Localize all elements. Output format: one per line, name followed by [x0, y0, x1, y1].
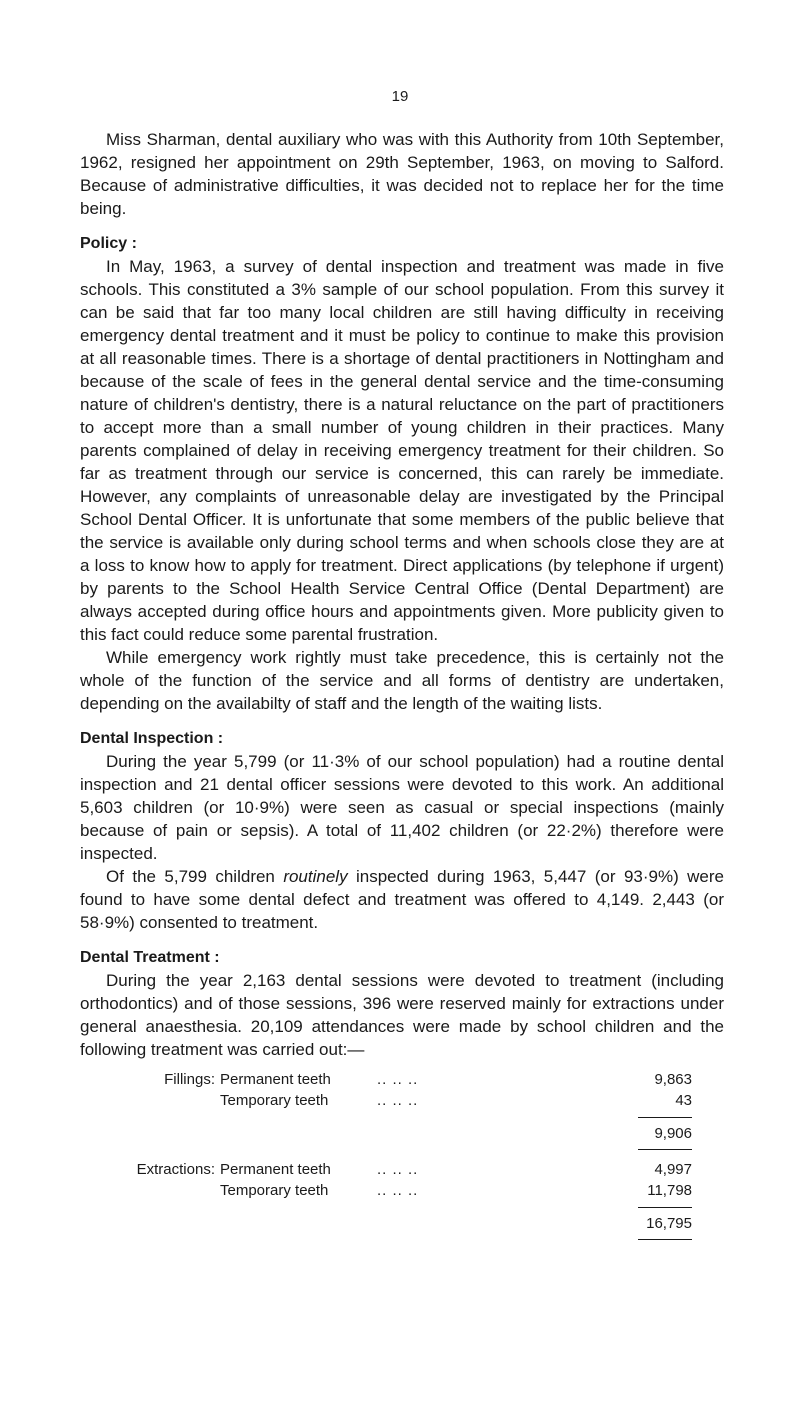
table-row — [80, 1090, 724, 1111]
inspection-text-after: inspected during 1963, 5,447 (or 93·9%) were found to have some dental defect and treatment was offered to 4,149. 2,443 (or 58·9%) consented to treatment. — [80, 867, 725, 932]
fillings-total: 9,906 — [654, 1125, 692, 1142]
dot-leader: .. .. .. — [377, 1161, 419, 1178]
extractions-label: Extractions: — [136, 1161, 215, 1178]
dot-leader: .. .. .. — [377, 1092, 419, 1109]
table-row — [80, 1159, 724, 1180]
extractions-temporary-value: 11,798 — [647, 1182, 692, 1199]
dot-leader: .. .. .. — [377, 1182, 419, 1199]
inspection-paragraph-2 — [80, 865, 724, 934]
fillings-temporary-value: 43 — [675, 1092, 692, 1109]
total-rule — [638, 1149, 692, 1150]
fillings-label: Fillings: — [164, 1071, 215, 1088]
extractions-permanent-label: Permanent teeth — [220, 1161, 331, 1178]
extractions-temporary-label: Temporary teeth — [220, 1182, 329, 1199]
inspection-paragraph-1: During the year 5,799 (or 11·3% of our school population) had a routine dental inspection and 21 dental officer sessions were devoted to this work. An additional 5,603 children (or 10·9%) were seen as casual or special inspections (mainly because of pain or sepsis). A total of 11,402 children (or 22·2%) therefore were inspected. — [80, 752, 724, 863]
fillings-permanent-value: 9,863 — [654, 1071, 692, 1088]
page-number: 19 — [391, 88, 409, 105]
table-row — [80, 1069, 724, 1090]
dot-leader: .. .. .. — [377, 1071, 419, 1088]
inspection-emphasis: routinely — [283, 867, 348, 886]
treatment-table — [80, 1069, 724, 1309]
policy-paragraph-2: While emergency work rightly must take precedence, this is certainly not the whole of the function of the service and all forms of dentistry are undertaken, depending on the availabilty of staff and the length of the waiting lists. — [80, 648, 724, 713]
policy-heading: Policy : — [80, 235, 137, 252]
document-body — [80, 128, 724, 1309]
extractions-permanent-value: 4,997 — [654, 1161, 692, 1178]
table-row — [80, 1123, 724, 1144]
table-row — [80, 1213, 724, 1234]
total-rule — [638, 1239, 692, 1240]
treatment-paragraph-1: During the year 2,163 dental sessions were devoted to treatment (including orthodontics) and of those sessions, 396 were reserved mainly for extractions under general anaesthesia. 20,109 attendances were made by school children and the following treatment was carried out:— — [80, 971, 724, 1059]
subtotal-rule — [638, 1207, 692, 1208]
treatment-heading: Dental Treatment : — [80, 949, 220, 966]
extractions-total: 16,795 — [646, 1215, 692, 1232]
fillings-temporary-label: Temporary teeth — [220, 1092, 329, 1109]
table-row — [80, 1180, 724, 1201]
inspection-heading: Dental Inspection : — [80, 730, 224, 747]
fillings-permanent-label: Permanent teeth — [220, 1071, 331, 1088]
policy-paragraph-1: In May, 1963, a survey of dental inspection and treatment was made in five schools. This constituted a 3% sample of our school population. From this survey it can be said that far too many local children are still having difficulty in receiving emergency dental treatment and it must be policy to continue to make this provision at all reasonable times. There is a shortage of dental practitioners in Nottingham and because of the scale of fees in the general dental service and the time-consuming nature of children's dentistry, there is a natural reluctance on the part of practitioners to accept more than a small number of young children in their practices. Many parents complained of delay in receiving emergency treatment for their children. So far as treatment through our service is concerned, this can rarely be immediate. However, any complaints of unreasonable delay are investigated by the Principal School Dental Officer. It is unfortunate that some members of the public believe that the service is available only during school terms and when schools close they are at a loss to know how to apply for treatment. Direct applications (by telephone if urgent) by parents to the School Health Service Central Office (Dental Department) are always accepted during office hours and appointments given. More publicity given to this fact could reduce some parental frustration. — [80, 257, 724, 644]
intro-paragraph: Miss Sharman, dental auxiliary who was with this Authority from 10th September, 1962, resigned her appointment on 29th September, 1963, on moving to Salford. Because of administrative difficulties, it was decided not to replace her for the time being. — [80, 130, 724, 218]
inspection-text-before: Of the 5,799 children — [106, 867, 284, 886]
subtotal-rule — [638, 1117, 692, 1118]
